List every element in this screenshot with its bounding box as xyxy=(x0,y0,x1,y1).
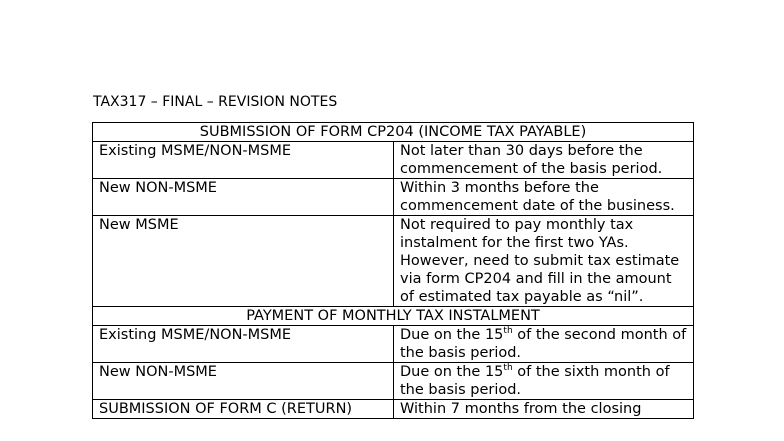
table-row xyxy=(93,400,694,419)
revision-notes-table xyxy=(92,122,694,419)
category-cell: New NON-MSME xyxy=(93,363,394,400)
section-heading: SUBMISSION OF FORM CP204 (INCOME TAX PAYABLE) xyxy=(93,123,694,142)
rule-cell xyxy=(394,363,694,400)
document-title: TAX317 – FINAL – REVISION NOTES xyxy=(93,94,338,110)
table-row xyxy=(93,142,694,179)
rule-text: of the sixth month of the basis period. xyxy=(400,364,670,398)
rule-text: Due on the 15 xyxy=(400,364,504,380)
ordinal-suffix: th xyxy=(503,326,513,337)
category-cell: New NON-MSME xyxy=(93,179,394,216)
ordinal-suffix: th xyxy=(503,363,513,374)
rule-cell: Not required to pay monthly tax instalment for the first two YAs. However, need to submit tax estimate via form CP204 and fill in the amount of estimated tax payable as “nil”. xyxy=(394,216,694,307)
rule-cell: Within 7 months from the closing xyxy=(394,400,694,419)
section-heading: PAYMENT OF MONTHLY TAX INSTALMENT xyxy=(93,307,694,326)
table-row xyxy=(93,326,694,363)
rule-text: Due on the 15 xyxy=(400,327,504,343)
table-row xyxy=(93,216,694,307)
table-row xyxy=(93,363,694,400)
rule-text: of the second month of the basis period. xyxy=(400,327,687,361)
table-section-heading-row xyxy=(93,307,694,326)
category-cell: Existing MSME/NON-MSME xyxy=(93,326,394,363)
category-cell: SUBMISSION OF FORM C (RETURN) xyxy=(93,400,394,419)
table-section-heading-row xyxy=(93,123,694,142)
rule-cell: Within 3 months before the commencement date of the business. xyxy=(394,179,694,216)
rule-cell: Not later than 30 days before the commencement of the basis period. xyxy=(394,142,694,179)
rule-cell xyxy=(394,326,694,363)
table-row xyxy=(93,179,694,216)
category-cell: Existing MSME/NON-MSME xyxy=(93,142,394,179)
category-cell: New MSME xyxy=(93,216,394,307)
